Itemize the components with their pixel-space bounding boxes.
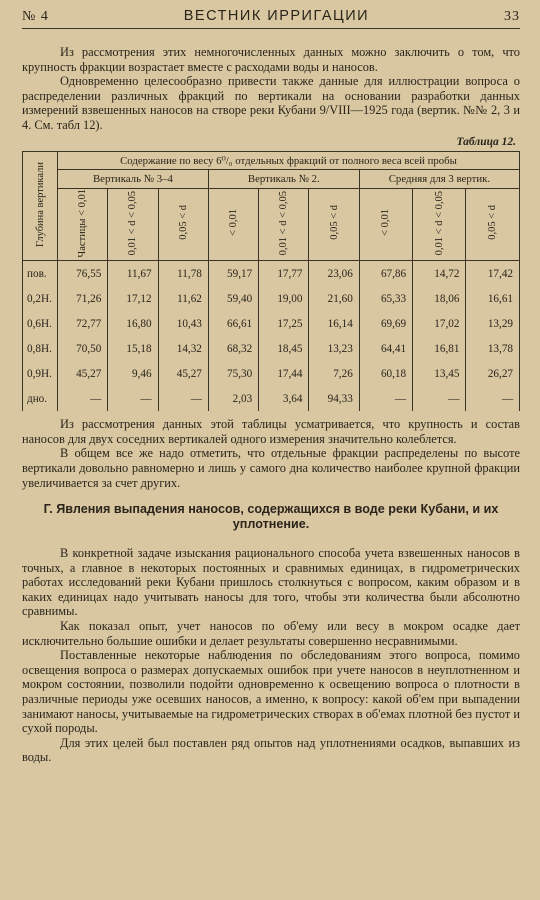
depth-column-header: Глубина вертикали: [23, 151, 58, 261]
paragraph: В конкретной задаче изыскания рационального способа учета взвешенных наносов в точных, а главное в некоторых постоянных и сравнимых единицах, в гидрометрических работах исследований реки Кубани пришлось столкнуться с вопросом, каким образом и в каких единицах надо учитывать наносы для того, чтобы эти количества были абсолютно сравнимы.: [22, 546, 520, 619]
table-cell: 14,32: [158, 336, 208, 361]
fraction-header: 0,01 < d < 0,05: [259, 188, 309, 261]
table-cell: 16,80: [108, 311, 158, 336]
paragraph: Для этих целей был поставлен ряд опытов над уплотнениями осадков, выпавших из воды.: [22, 735, 520, 765]
table-cell: 68,32: [208, 336, 258, 361]
row-depth-label: 0,2Н.: [23, 286, 58, 311]
table-cell: —: [413, 386, 466, 411]
table-cell: 15,18: [108, 336, 158, 361]
table-cell: —: [58, 386, 108, 411]
paragraph: Из рассмотрения этих немногочисленных данных можно заключить о том, что крупность фракции возрастает вместе с расходами воды и наносов.: [22, 45, 520, 74]
table-row: [23, 361, 520, 386]
page-number: 33: [503, 9, 520, 24]
table-cell: 65,33: [359, 286, 412, 311]
table-cell: 75,30: [208, 361, 258, 386]
table-cell: 19,00: [259, 286, 309, 311]
paragraph: Как показал опыт, учет наносов по об'ему или весу в мокром осадке дает исключительно большие ошибки и делает результаты совершенно несравнимыми.: [22, 619, 520, 648]
group-header: Вертикаль № 2.: [208, 169, 359, 188]
paragraph: Из рассмотрения данных этой таблицы усматривается, что крупность и состав наносов для двух соседних вертикалей одного измерения значительно колеблется.: [22, 417, 520, 446]
table-cell: 69,69: [359, 311, 412, 336]
table-cell: 66,61: [208, 311, 258, 336]
table-row: [23, 386, 520, 411]
table-caption: Таблица 12.: [456, 135, 516, 148]
table-cell: 71,26: [58, 286, 108, 311]
table-cell: 17,02: [413, 311, 466, 336]
fraction-header: < 0,01: [359, 188, 412, 261]
section-heading: Г. Явления выпадения наносов, содержащихся в воде реки Кубани, и их уплотнение.: [43, 502, 499, 532]
fraction-header: 0,05 < d: [466, 188, 520, 261]
table-cell: 17,77: [259, 261, 309, 287]
fraction-header: Частицы < 0,01: [58, 188, 108, 261]
table-cell: 59,40: [208, 286, 258, 311]
page-header: [22, 8, 520, 29]
table-cell: 18,06: [413, 286, 466, 311]
table-row: [23, 311, 520, 336]
table-cell: 11,62: [158, 286, 208, 311]
fraction-header: 0,01 < d < 0,05: [108, 188, 158, 261]
issue-number: № 4: [22, 9, 49, 24]
table-cell: 45,27: [58, 361, 108, 386]
table-cell: 26,27: [466, 361, 520, 386]
table-cell: 13,45: [413, 361, 466, 386]
row-depth-label: 0,8Н.: [23, 336, 58, 361]
table-cell: 11,78: [158, 261, 208, 287]
table-cell: 16,14: [309, 311, 359, 336]
group-header: Вертикаль № 3–4: [58, 169, 209, 188]
table-cell: 76,55: [58, 261, 108, 287]
table-cell: 9,46: [108, 361, 158, 386]
table-cell: —: [108, 386, 158, 411]
table-cell: 10,43: [158, 311, 208, 336]
table-cell: —: [158, 386, 208, 411]
table-cell: 18,45: [259, 336, 309, 361]
table-cell: 17,44: [259, 361, 309, 386]
table-cell: —: [359, 386, 412, 411]
table-cell: 67,86: [359, 261, 412, 287]
paragraph: В общем все же надо отметить, что отдельные фракции распределены по высоте вертикали довольно равномерно и лишь у самого дна количество наиболее крупной фракции увеличивается за счет других.: [22, 446, 520, 490]
table-main-header: Содержание по весу 6⁰/₀ отдельных фракций от полного веса всей пробы: [58, 151, 520, 169]
table-cell: 16,61: [466, 286, 520, 311]
group-header: Средняя для 3 вертик.: [359, 169, 519, 188]
table-row: [23, 286, 520, 311]
fraction-header: 0,05 < d: [309, 188, 359, 261]
table-row: [23, 336, 520, 361]
table-cell: 11,67: [108, 261, 158, 287]
table-cell: 23,06: [309, 261, 359, 287]
row-depth-label: дно.: [23, 386, 58, 411]
table-cell: 64,41: [359, 336, 412, 361]
row-depth-label: пов.: [23, 261, 58, 287]
fraction-header: 0,01 < d < 0,05: [413, 188, 466, 261]
table-cell: 17,25: [259, 311, 309, 336]
table-cell: 13,23: [309, 336, 359, 361]
table-cell: 94,33: [309, 386, 359, 411]
journal-title: ВЕСТНИК ИРРИГАЦИИ: [183, 8, 370, 24]
table-row: [23, 261, 520, 287]
table-cell: 72,77: [58, 311, 108, 336]
table-cell: 21,60: [309, 286, 359, 311]
paragraph: Поставленные некоторые наблюдения по обследованиям этого вопроса, помимо освещения вопроса о размерах допускаемых ошибок при учете наносов в неуплотненном и мокром состоянии, позволили подойти одновременно к освещению вопроса о плотности в различные периоды уже осевших наносов, а именно, к вопросу: какой об'ем при выпадении занимают наносы, учитываемые на гидрометрических створах в об'емах плотной без пустот и сухой породы.: [22, 648, 520, 736]
table-cell: 17,12: [108, 286, 158, 311]
table-cell: 7,26: [309, 361, 359, 386]
table-cell: 45,27: [158, 361, 208, 386]
table-cell: 14,72: [413, 261, 466, 287]
row-depth-label: 0,6Н.: [23, 311, 58, 336]
row-depth-label: 0,9Н.: [23, 361, 58, 386]
table-cell: 17,42: [466, 261, 520, 287]
table-cell: 59,17: [208, 261, 258, 287]
data-table: [22, 151, 520, 412]
table-cell: 70,50: [58, 336, 108, 361]
table-cell: 60,18: [359, 361, 412, 386]
table-cell: 16,81: [413, 336, 466, 361]
fraction-header: 0,05 < d: [158, 188, 208, 261]
table-cell: 13,78: [466, 336, 520, 361]
fraction-header: < 0,01: [208, 188, 258, 261]
paragraph: Одновременно целесообразно привести также данные для иллюстрации вопроса о распределении различных фракций по вертикали на основании разработки данных измерений взвешенных наносов на створе реки Кубани 9/VIII—1925 года (вертик. №№ 2, 3 и 4. См. табл 12).: [22, 74, 520, 132]
table-cell: 3,64: [259, 386, 309, 411]
table-cell: 13,29: [466, 311, 520, 336]
table-cell: 2,03: [208, 386, 258, 411]
table-cell: —: [466, 386, 520, 411]
